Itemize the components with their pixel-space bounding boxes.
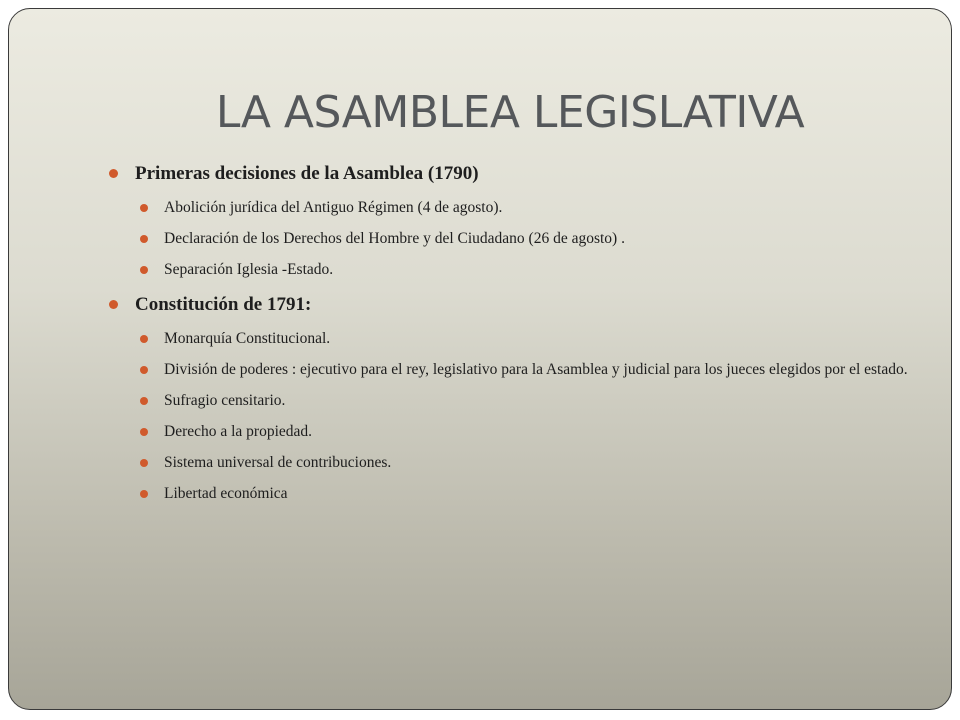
section-heading-primeras-decisiones xyxy=(105,161,935,187)
bullet-icon xyxy=(109,300,118,309)
list-item-text: Declaración de los Derechos del Hombre y del Ciudadano (26 de agosto) . xyxy=(164,230,625,247)
slide xyxy=(8,8,952,710)
bullet-icon xyxy=(140,204,148,212)
list-item-text: Abolición jurídica del Antiguo Régimen (4 de agosto). xyxy=(164,199,503,216)
bullet-icon xyxy=(140,397,148,405)
list-item-text: División de poderes : ejecutivo para el rey, legislativo para la Asamblea y judicial para los jueces elegidos por el estado. xyxy=(164,361,908,378)
list-item-text: Monarquía Constitucional. xyxy=(164,330,331,347)
list-item-text: Derecho a la propiedad. xyxy=(164,423,313,440)
bullet-icon xyxy=(140,490,148,498)
section-heading-constitucion-1791 xyxy=(105,292,935,318)
slide-title: LA ASAMBLEA LEGISLATIVA xyxy=(215,87,805,138)
bullet-icon xyxy=(140,235,148,243)
bullet-icon xyxy=(140,459,148,467)
list-item xyxy=(105,389,935,413)
bullet-icon xyxy=(140,335,148,343)
list-item xyxy=(105,358,935,382)
list-item-text: Libertad económica xyxy=(164,485,288,502)
list-item-text: Separación Iglesia -Estado. xyxy=(164,261,334,278)
list-item-text: Sufragio censitario. xyxy=(164,392,286,409)
list-item xyxy=(105,227,935,251)
list-item xyxy=(105,482,935,506)
list-item-text: Sistema universal de contribuciones. xyxy=(164,454,392,471)
slide-content xyxy=(105,161,935,513)
list-item xyxy=(105,420,935,444)
section-heading-text: Constitución de 1791: xyxy=(135,294,312,315)
list-item xyxy=(105,258,935,282)
bullet-icon xyxy=(140,428,148,436)
bullet-icon xyxy=(109,169,118,178)
bullet-icon xyxy=(140,366,148,374)
list-item xyxy=(105,196,935,220)
list-item xyxy=(105,451,935,475)
section-heading-text: Primeras decisiones de la Asamblea (1790) xyxy=(135,163,479,184)
list-item xyxy=(105,327,935,351)
bullet-icon xyxy=(140,266,148,274)
